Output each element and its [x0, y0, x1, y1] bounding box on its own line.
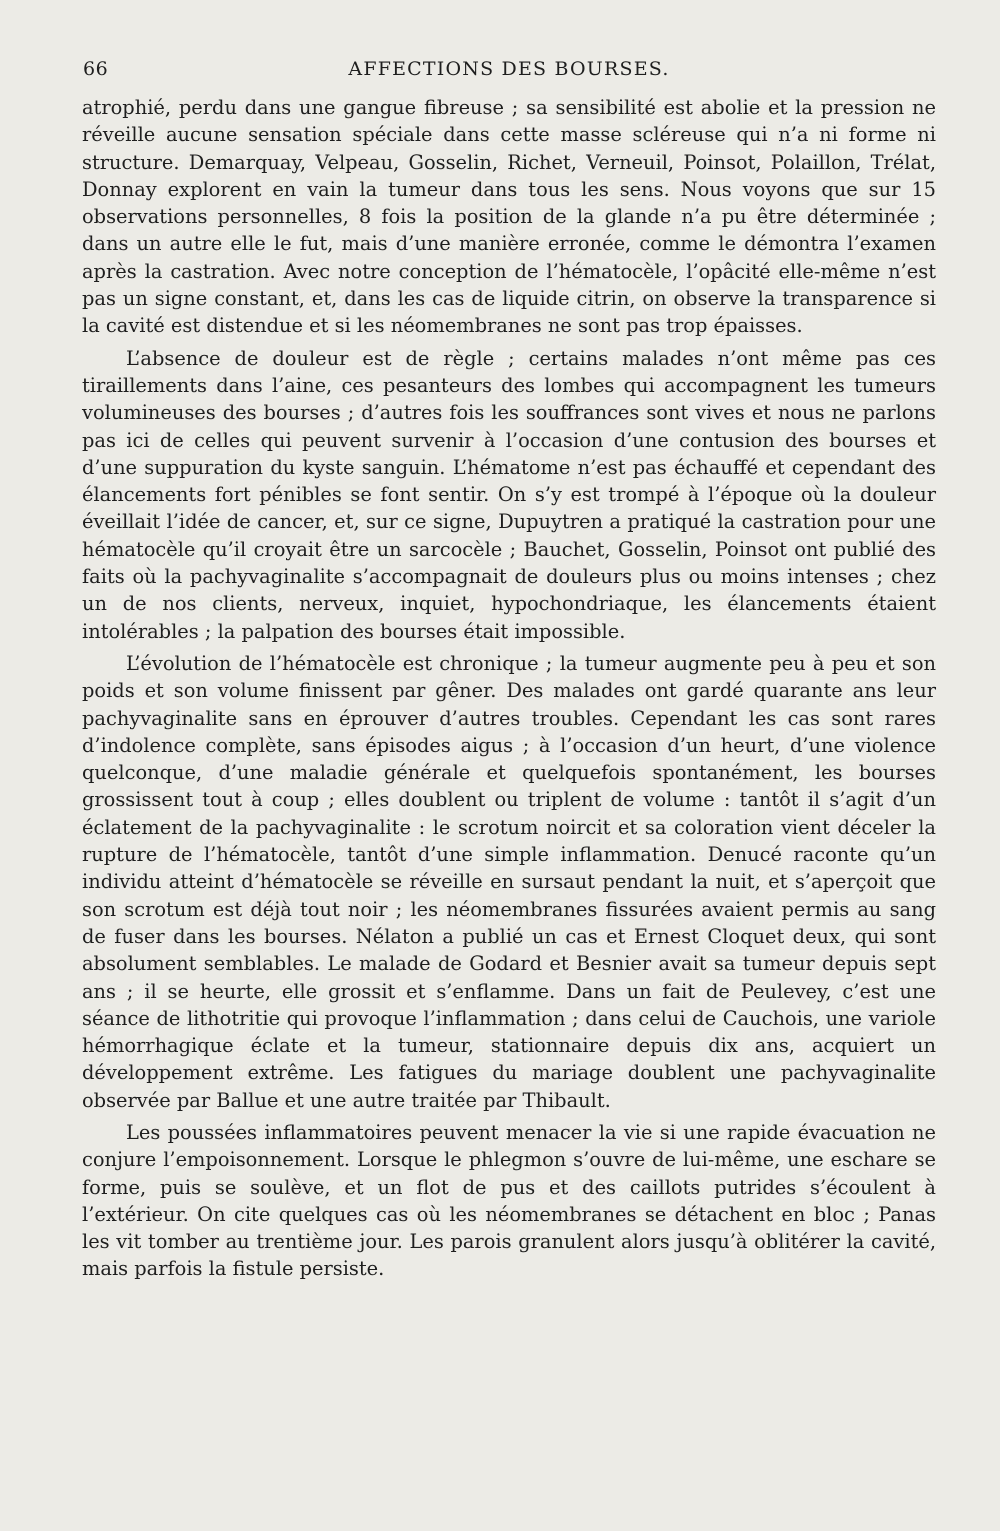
running-title: AFFECTIONS DES BOURSES. [348, 58, 670, 80]
body-text [82, 94, 936, 1283]
paragraph-3: L’évolution de l’hématocèle est chronique ; la tumeur augmente peu à peu et son poids et son volume finissent par gêner. Des malades ont gardé quarante ans leur pachyvaginalite sans en éprouver d’autres troubles. Cependant les cas sont rares d’indolence complète, sans épisodes aigus ; à l’occasion d’un heurt, d’une violence quelconque, d’une maladie générale et quelquefois spontanément, les bourses grossissent tout à coup ; elles doublent ou triplent de volume : tantôt il s’agit d’un éclatement de la pachyvaginalite : le scrotum noircit et sa coloration vient déceler la rupture de l’hématocèle, tantôt d’une simple inflammation. Denucé raconte qu’un individu atteint d’hématocèle se réveille en sursaut pendant la nuit, et s’aperçoit que son scrotum est déjà tout noir ; les néomembranes fissurées avaient permis au sang de fuser dans les bourses. Nélaton a publié un cas et Ernest Cloquet deux, qui sont absolument semblables. Le malade de Godard et Besnier avait sa tumeur depuis sept ans ; il se heurte, elle grossit et s’enflamme. Dans un fait de Peulevey, c’est une séance de lithotritie qui provoque l’inflammation ; dans celui de Cauchois, une variole hémorrhagique éclate et la tumeur, stationnaire depuis dix ans, acquiert un développement extrême. Les fatigues du mariage doublent une pachyvaginalite observée par Ballue et une autre traitée par Thibault. [82, 651, 936, 1112]
page-number: 66 [83, 58, 109, 80]
paragraph-4: Les poussées inflammatoires peuvent menacer la vie si une rapide évacuation ne conjure l’empoisonnement. Lorsque le phlegmon s’ouvre de lui-même, une eschare se forme, puis se soulève, et un flot de pus et des caillots putrides s’écoulent à l’extérieur. On cite quelques cas où les néomembranes se détachent en bloc ; Panas les vit tomber au trentième jour. Les parois granulent alors jusqu’à oblitérer la cavité, mais parfois la fistule persiste. [82, 1120, 936, 1281]
paragraph-2: L’absence de douleur est de règle ; certains malades n’ont même pas ces tiraillements dans l’aine, ces pesanteurs des lombes qui accompagnent les tumeurs volumineuses des bourses ; d’autres fois les souffrances sont vives et nous ne parlons pas ici de celles qui peuvent survenir à l’occasion d’une contusion des bourses et d’une suppuration du kyste sanguin. L’hématome n’est pas échauffé et cependant des élancements fort pénibles se font sentir. On s’y est trompé à l’époque où la douleur éveillait l’idée de cancer, et, sur ce signe, Dupuytren a pratiqué la castration pour une hématocèle qu’il croyait être un sarcocèle ; Bauchet, Gosselin, Poinsot ont publié des faits où la pachyvaginalite s’accompagnait de douleurs plus ou moins intenses ; chez un de nos clients, nerveux, inquiet, hypochondriaque, les élancements étaient intolérables ; la palpation des bourses était impossible. [82, 346, 936, 643]
paragraph-1: atrophié, perdu dans une gangue fibreuse ; sa sensibilité est abolie et la pression ne réveille aucune sensation spéciale dans cette masse scléreuse qui n’a ni forme ni structure. Demarquay, Velpeau, Gosselin, Richet, Verneuil, Poinsot, Polaillon, Trélat, Donnay explorent en vain la tumeur dans tous les sens. Nous voyons que sur 15 observations personnelles, 8 fois la position de la glande n’a pu être déterminée ; dans un autre elle le fut, mais d’une manière erronée, comme le démontra l’examen après la castration. Avec notre conception de l’hématocèle, l’opâcité elle-même n’est pas un signe constant, et, dans les cas de liquide citrin, on observe la transparence si la cavité est distendue et si les néomembranes ne sont pas trop épaisses. [82, 96, 936, 338]
page-header [83, 58, 935, 88]
